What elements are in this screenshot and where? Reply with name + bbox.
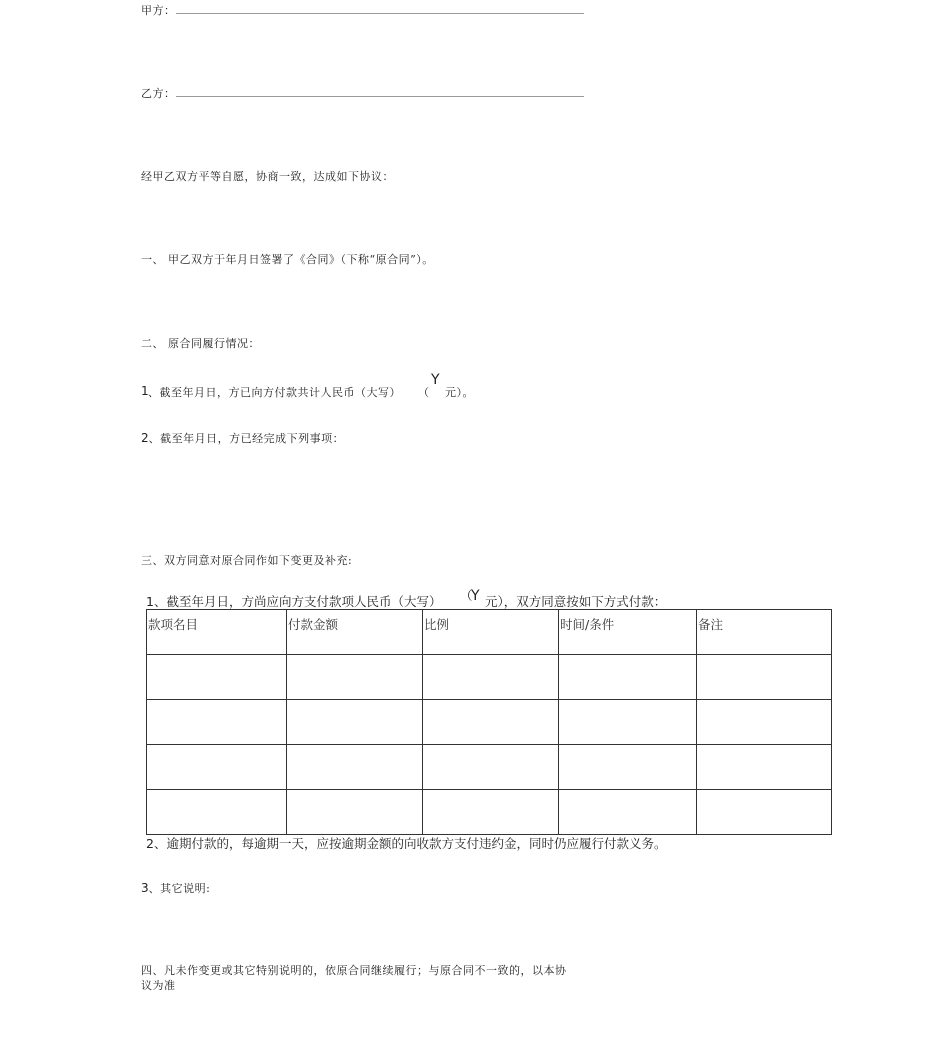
header-cell-amount: 付款金额 bbox=[287, 610, 423, 655]
table-row bbox=[147, 700, 832, 745]
table-cell[interactable] bbox=[559, 790, 697, 835]
clause-3-title: 三、双方同意对原合同作如下变更及补充: bbox=[141, 554, 353, 567]
table-cell[interactable] bbox=[423, 655, 559, 700]
paren-open: （ bbox=[460, 588, 473, 603]
table-cell[interactable] bbox=[287, 790, 423, 835]
header-cell-ratio: 比例 bbox=[423, 610, 559, 655]
party-a-label: 甲方： bbox=[141, 4, 176, 17]
table-cell[interactable] bbox=[559, 655, 697, 700]
item-text: 、其它说明: bbox=[148, 882, 211, 895]
yen-symbol: Y bbox=[471, 588, 480, 604]
table-cell[interactable] bbox=[287, 700, 423, 745]
table-cell[interactable] bbox=[147, 790, 287, 835]
header-cell-time-condition: 时间/条件 bbox=[559, 610, 697, 655]
clause-2-title: 二、 原合同履行情况： bbox=[141, 337, 260, 350]
table-cell[interactable] bbox=[147, 700, 287, 745]
table-cell[interactable] bbox=[697, 655, 832, 700]
item-text: 、截至年月日，方已向方付款共计人民币（大写） bbox=[148, 386, 401, 399]
clause-2-item-2 bbox=[141, 427, 344, 446]
table-cell[interactable] bbox=[147, 745, 287, 790]
table-row bbox=[147, 790, 832, 835]
table-row bbox=[147, 745, 832, 790]
item-tail: 元），双方同意按如下方式付款： bbox=[485, 594, 667, 609]
table-cell[interactable] bbox=[697, 790, 832, 835]
table-cell[interactable] bbox=[559, 745, 697, 790]
yen-symbol: Y bbox=[431, 372, 440, 388]
item-tail: 元）。 bbox=[445, 386, 474, 399]
item-number: 3 bbox=[141, 881, 149, 895]
item-text: 、截至年月日，方已经完成下列事项： bbox=[148, 432, 345, 445]
party-a-blank[interactable] bbox=[176, 13, 584, 14]
clause-4-line-1: 四、凡未作变更或其它特别说明的，依原合同继续履行；与原合同不一致的，以本协 bbox=[141, 964, 567, 977]
clause-4-line-2: 议为准 bbox=[141, 979, 176, 992]
table-cell[interactable] bbox=[287, 655, 423, 700]
header-cell-remarks: 备注 bbox=[697, 610, 832, 655]
table-cell[interactable] bbox=[559, 700, 697, 745]
header-cell-item-name: 款项名目 bbox=[147, 610, 287, 655]
clause-3-item-3 bbox=[141, 877, 210, 896]
payment-table bbox=[146, 609, 832, 835]
clause-1: 一、 甲乙双方于年月日签署了《合同》（下称“原合同”）。 bbox=[141, 253, 434, 266]
table-row bbox=[147, 655, 832, 700]
table-cell[interactable] bbox=[697, 745, 832, 790]
item-number: 1 bbox=[141, 384, 149, 398]
table-cell[interactable] bbox=[697, 700, 832, 745]
table-cell[interactable] bbox=[423, 745, 559, 790]
item-text: 1、截至年月日，方尚应向方支付款项人民币（大写） bbox=[146, 594, 442, 609]
table-cell[interactable] bbox=[423, 790, 559, 835]
clause-3-item-2: 2、逾期付款的，每逾期一天，应按逾期金额的向收款方支付违约金，同时仍应履行付款义务。 bbox=[146, 836, 667, 851]
paren-open: （ bbox=[418, 386, 430, 399]
item-number: 2 bbox=[141, 431, 149, 445]
table-cell[interactable] bbox=[287, 745, 423, 790]
party-b-blank[interactable] bbox=[176, 96, 584, 97]
table-cell[interactable] bbox=[423, 700, 559, 745]
table-cell[interactable] bbox=[147, 655, 287, 700]
table-header-row bbox=[147, 610, 832, 655]
party-b-label: 乙方： bbox=[141, 87, 176, 100]
intro-text: 经甲乙双方平等自愿，协商一致，达成如下协议： bbox=[141, 170, 394, 183]
